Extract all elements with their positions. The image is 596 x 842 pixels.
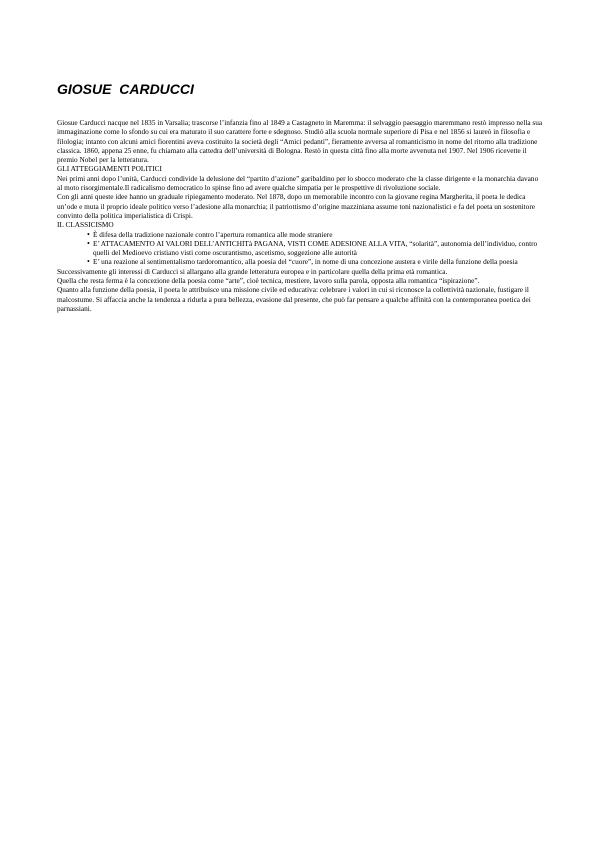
classicism-bullet-list xyxy=(57,230,543,267)
classicism-paragraph: Quella che resta ferma è la concezione della poesia come “arte”, cioè tecnica, mestiere, lavoro sulla parola, opposta alla romantica “ispirazione”. xyxy=(57,276,480,286)
bullet-text: E’ ATTACAMENTO AI VALORI DELL’ANTICHITà PAGANA, VISTI COME ADESIONE ALLA VITA, “solarità”, autonomia dell’individuo, contro quelli del Medioevo cristiano visti come oscurantismo, ascetismo, soggezione alle autorità xyxy=(93,238,538,258)
list-item xyxy=(57,230,543,239)
classicism-paragraph: Quanto alla funzione della poesia, il poeta le attribuisce una missione civile ed educativa: celebrare i valori in cui si riconosce la collettività nazionale, fustigare il malcostume. Si affaccia anche la tendenza a ridurla a pura bellezza, evasione dal presente, che può far pensare a qualche affinità con la contemporanea poetica dei parnassiani. xyxy=(57,285,531,313)
political-paragraph: Con gli anni queste idee hanno un graduale ripiegamento moderato. Nel 1878, dopo un memorabile incontro con la giovane regina Margherita, il poeta le dedica un’ode e muta il proprio ideale politico verso l’adesione alla monarchia; il patriottismo d’origine mazziniana assume toni nazionalistici e fa del poeta un sostenitore convinto della politica imperialistica di Crispi. xyxy=(57,192,535,220)
classicism-paragraph: Successivamente gli interessi di Carducci si allargano alla grande letteratura europea e in particolare quella della prima età romantica. xyxy=(57,266,448,276)
list-item xyxy=(57,239,543,258)
section-heading-political: GLI ATTEGGIAMENTI POLITICI xyxy=(57,164,162,174)
section-heading-classicism: IL CLASSICISMO xyxy=(57,220,114,230)
intro-paragraph: Giosue Carducci nacque nel 1835 in Varsalia; trascorse l’infanzia fino al 1849 a Castagneto in Maremma: il selvaggio paesaggio maremmano restò impresso nella sua immaginazione come lo sfondo su cui era maturato il suo carattere forte e sdegnoso. Studiò alla scuola normale superiore di Pisa e nel 1856 si laureò in filosofia e filologia; intanto con alcuni amici fiorentini aveva costituito la società degli “Amici pedanti”, fieramente avversa al romanticismo in nome del ritorno alla tradizione classica. 1860, appena 25 enne, fu chiamato alla cattedra dell’università di Bologna. Restò in questa città fino alla morte avvenuta nel 1907. Nel 1906 ricevette il premio Nobel per la letteratura. xyxy=(57,118,543,165)
bullet-text: È difesa della tradizione nazionale contro l’apertura romantica alle mode straniere xyxy=(93,229,333,239)
document-page xyxy=(57,80,543,313)
political-paragraph: Nei primi anni dopo l’unità, Carducci condivide la delusione del “partito d’azione” garibaldino per lo sbocco moderato che la classe dirigente e la monarchia davano al moto risorgimentale.Il radicalismo democratico lo spinse fino ad avere qualche simpatia per le prospettive di rivoluzione sociale. xyxy=(57,173,539,193)
page-title: GIOSUE CARDUCCI xyxy=(57,81,194,97)
document-body xyxy=(57,118,543,313)
bullet-text: E’ una reazione al sentimentalismo tardoromantico, alla poesia del “cuore”, in nome di una concezione austera e virile della funzione della poesia xyxy=(93,257,518,267)
list-item xyxy=(57,257,543,266)
